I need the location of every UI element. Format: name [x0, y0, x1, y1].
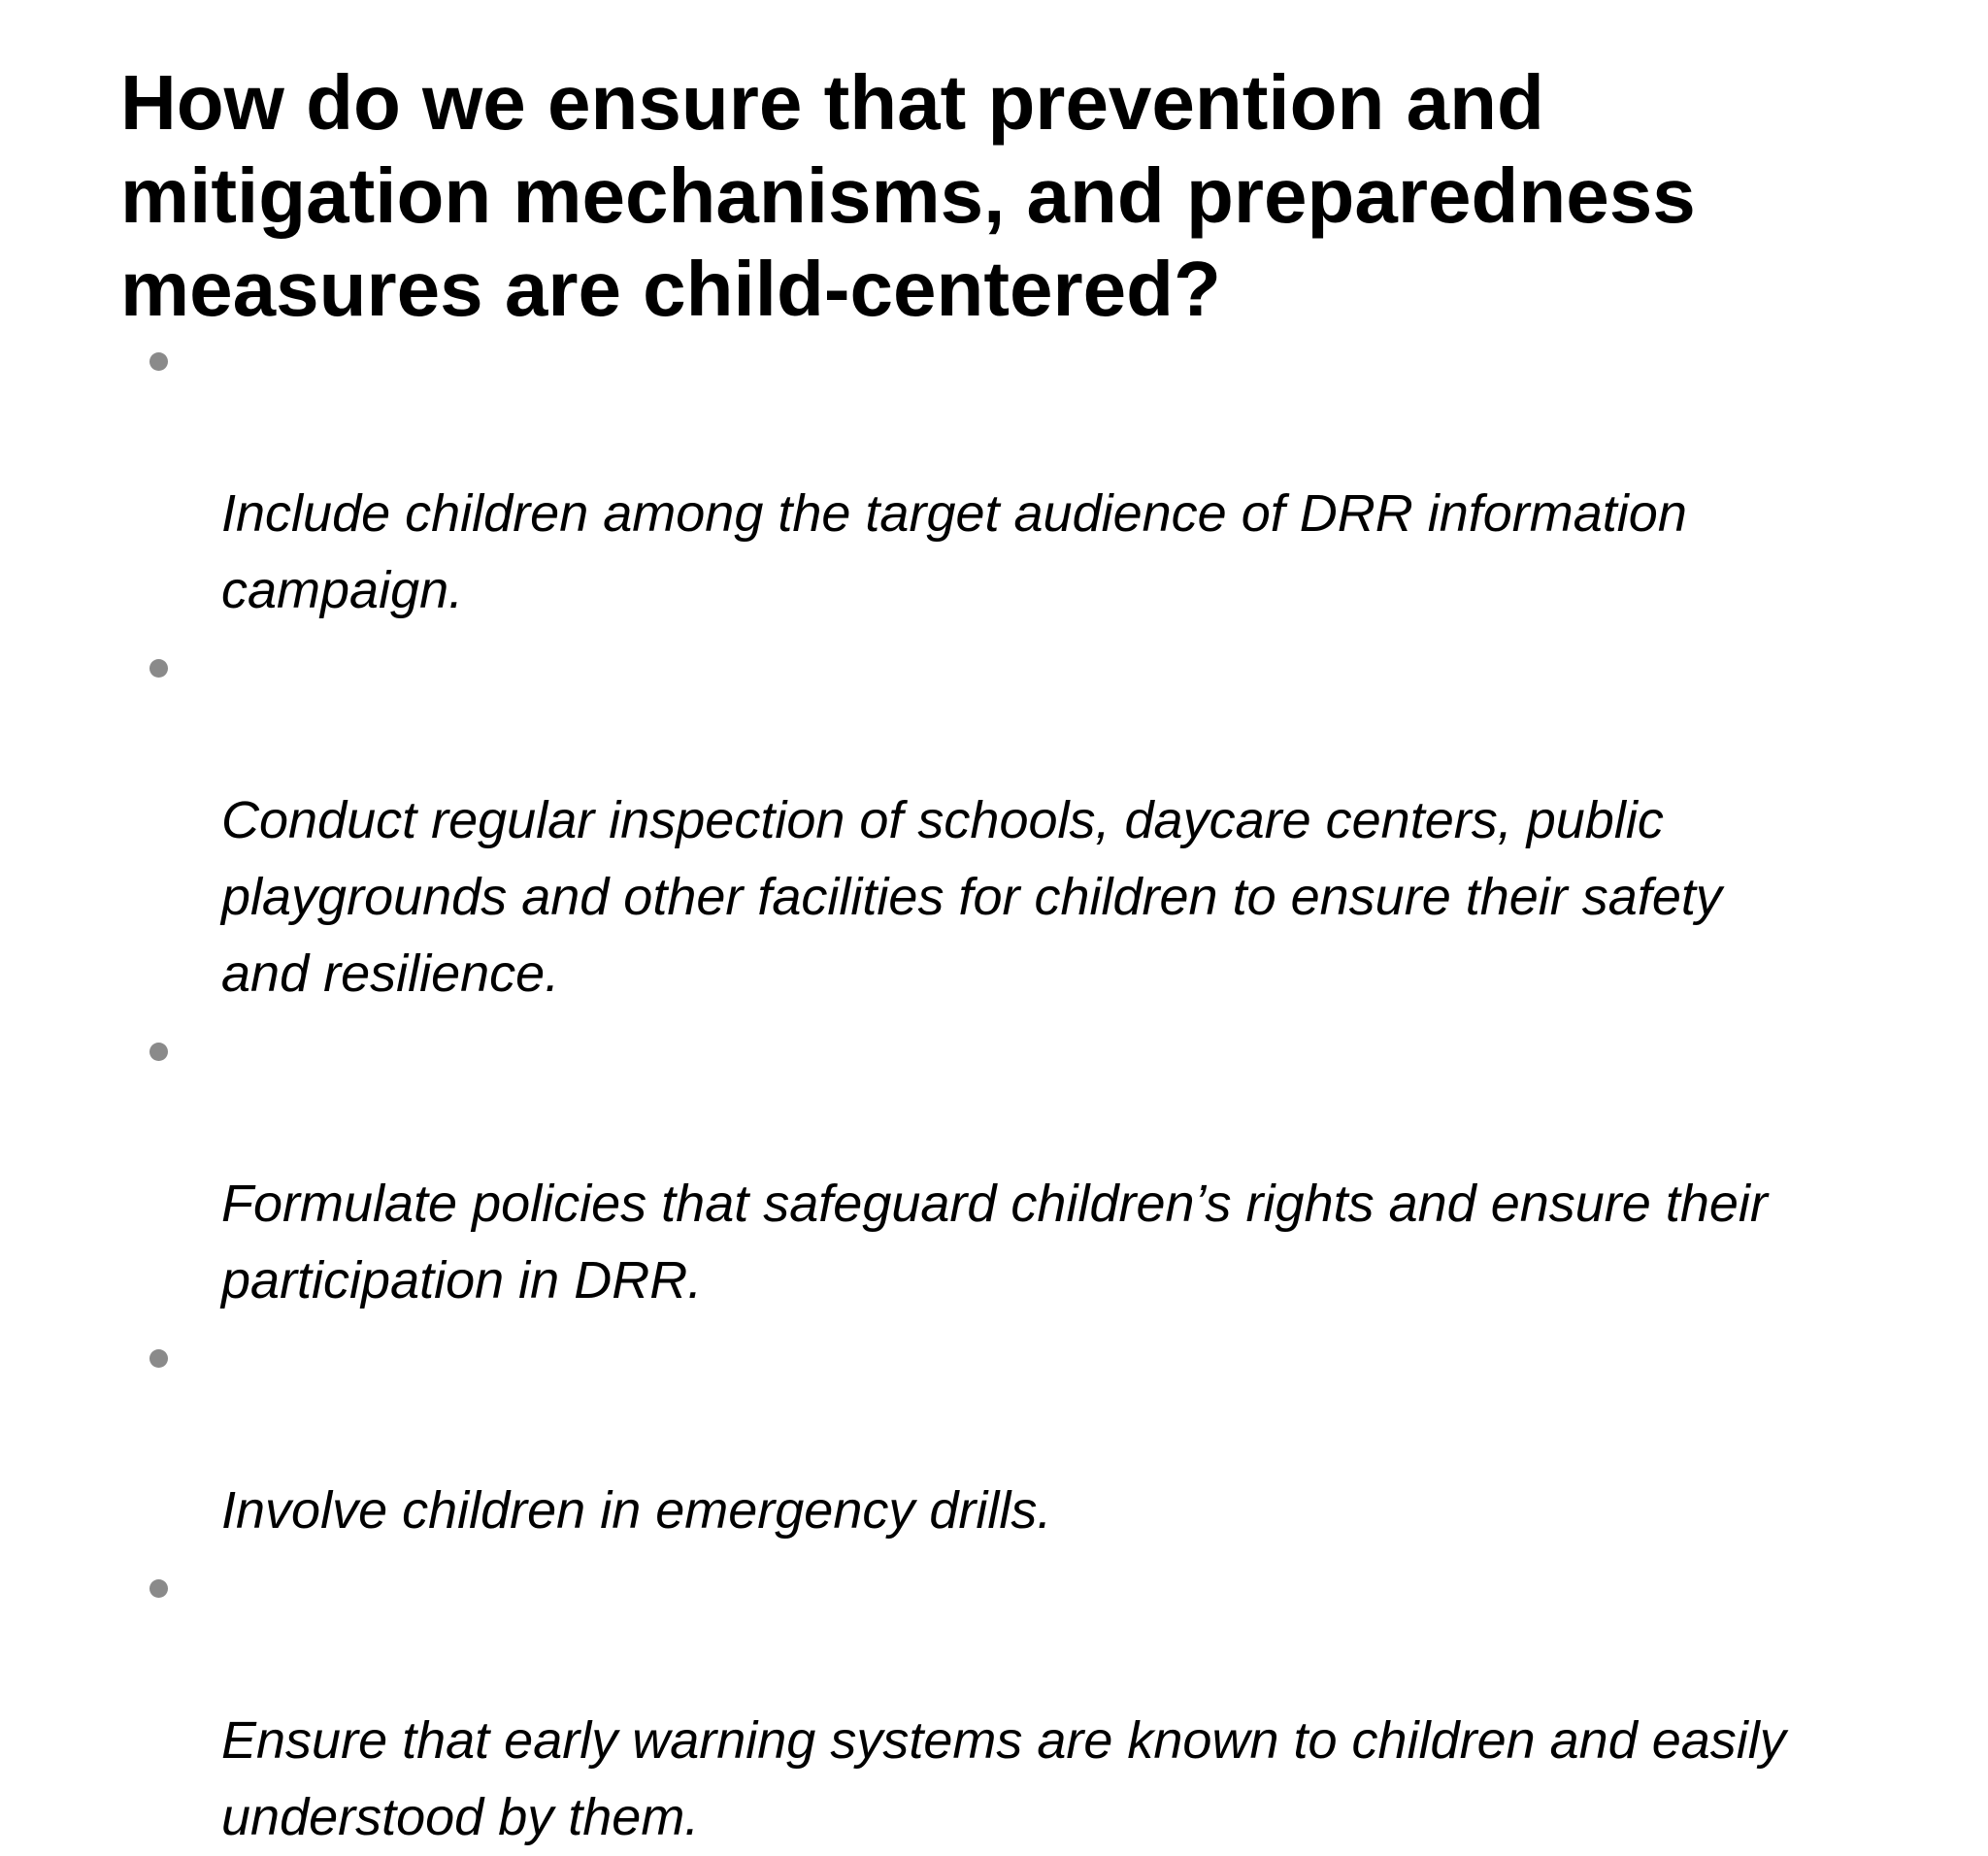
list-item	[0, 1319, 1988, 1549]
slide-title: How do we ensure that prevention and mitigation mechanisms, and preparedness measures are child-centered?	[120, 59, 1696, 332]
list-item	[0, 1012, 1988, 1319]
bullet-list	[0, 322, 1988, 1856]
bullet-point-icon	[149, 1043, 168, 1061]
bullet-text: Ensure that early warning systems are known to children and easily understood by them.	[221, 1711, 1786, 1846]
bullet-point-icon	[149, 1579, 168, 1598]
bullet-text: Formulate policies that safeguard children’s rights and ensure their participation in DRR.	[221, 1175, 1768, 1309]
list-item	[0, 629, 1988, 1012]
bullet-point-icon	[149, 1349, 168, 1368]
list-item	[0, 322, 1988, 629]
bullet-text: Conduct regular inspection of schools, daycare centers, public playgrounds and other facilities for children to ensure their safety and resilience.	[221, 791, 1722, 1003]
bullet-text: Involve children in emergency drills.	[221, 1481, 1052, 1540]
bullet-point-icon	[149, 352, 168, 371]
bullet-point-icon	[149, 659, 168, 678]
bullet-text: Include children among the target audience of DRR information campaign.	[221, 484, 1687, 619]
list-item	[0, 1549, 1988, 1856]
